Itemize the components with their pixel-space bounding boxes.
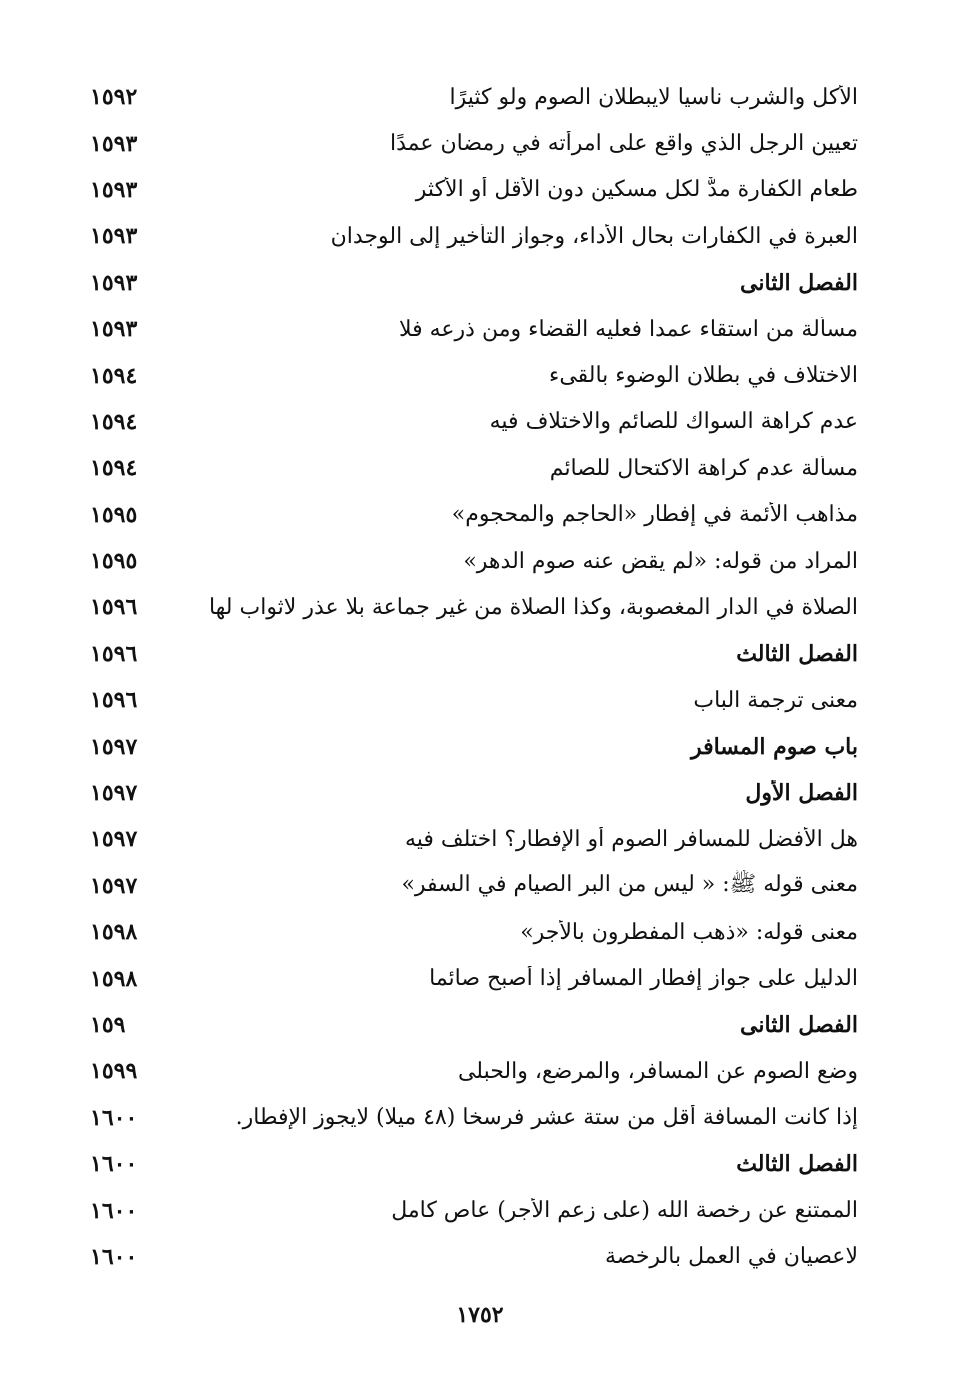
toc-entry-row bbox=[90, 955, 858, 1001]
toc-entry-title: الممتنع عن رخصة الله (على زعم الأجر) عاص كامل bbox=[391, 1198, 858, 1224]
toc-entry-title: باب صوم المسافر bbox=[690, 733, 858, 760]
toc-heading-row bbox=[90, 631, 858, 677]
toc-heading-row bbox=[90, 260, 858, 306]
toc-entry-title: الفصل الثانى bbox=[740, 269, 858, 296]
page-number: ١٧٥٢ bbox=[456, 1302, 504, 1328]
toc-entry-row bbox=[90, 167, 858, 213]
toc-entry-title: معنى قوله: «ذهب المفطرون بالأجر» bbox=[520, 919, 858, 945]
toc-entry-page: ١٥٩٣ bbox=[90, 176, 138, 203]
toc-entry-page: ١٦٠٠ bbox=[90, 1197, 138, 1224]
toc-heading-row bbox=[90, 723, 858, 769]
toc-entry-title: الدليل على جواز إفطار المسافر إذا أصبح صائما bbox=[429, 966, 858, 992]
toc-entry-page: ١٦٠٠ bbox=[90, 1104, 138, 1131]
toc-entry-row bbox=[90, 584, 858, 630]
toc-entry-page: ١٥٩٣ bbox=[90, 223, 138, 250]
toc-entry-page: ١٥٩٧ bbox=[90, 780, 138, 807]
toc-entry-page: ١٥٩٨ bbox=[90, 919, 138, 946]
toc-entry-page: ١٥٩٨ bbox=[90, 965, 138, 992]
toc-entry-page: ١٥٩٦ bbox=[90, 687, 138, 714]
toc-entry-title: الفصل الثالث bbox=[736, 1151, 858, 1178]
toc-entry-page: ١٦٠٠ bbox=[90, 1243, 138, 1270]
toc-entry-page: ١٥٩٧ bbox=[90, 826, 138, 853]
toc-entry-title: الصلاة في الدار المغصوبة، وكذا الصلاة من غير جماعة بلا عذر لاثواب لها bbox=[208, 594, 858, 620]
toc-entry-title: المراد من قوله: «لم يقض عنه صوم الدهر» bbox=[463, 548, 858, 574]
toc-entry-title: الفصل الأول bbox=[745, 780, 858, 807]
toc-entry-title: هل الأفضل للمسافر الصوم أو الإفطار؟ اختلف فيه bbox=[404, 826, 858, 852]
toc-heading-row bbox=[90, 770, 858, 816]
toc-entry-row bbox=[90, 352, 858, 398]
toc-entry-title: الفصل الثانى bbox=[740, 1012, 858, 1038]
toc-entry-row bbox=[90, 1095, 858, 1141]
toc-entry-row bbox=[90, 213, 858, 259]
toc-entry-row bbox=[90, 816, 858, 862]
toc-entry-title: الاختلاف في بطلان الوضوء بالقىء bbox=[548, 363, 858, 389]
toc-entry-page: ١٥٩٣ bbox=[90, 269, 138, 296]
toc-entry-row bbox=[90, 306, 858, 352]
toc-entry-page: ١٥٩٤ bbox=[90, 362, 138, 389]
toc-entry-page: ١٥٩ bbox=[90, 1012, 126, 1038]
toc-entry-row bbox=[90, 74, 858, 120]
toc-entry-title: لاعصيان في العمل بالرخصة bbox=[604, 1244, 858, 1270]
toc-entry-page: ١٥٩٢ bbox=[90, 84, 138, 111]
toc-entry-title: مذاهب الأئمة في إفطار «الحاجم والمحجوم» bbox=[451, 502, 858, 528]
toc-entry-page: ١٥٩٣ bbox=[90, 130, 138, 157]
toc-entry-page: ١٥٩٣ bbox=[90, 316, 138, 343]
toc-entry-title: الفصل الثالث bbox=[736, 640, 858, 667]
toc-entry-title: معنى ترجمة الباب bbox=[693, 687, 858, 713]
toc-entry-page: ١٥٩٥ bbox=[90, 501, 138, 528]
table-of-contents bbox=[90, 74, 858, 1280]
toc-entry-page: ١٥٩٤ bbox=[90, 455, 138, 482]
toc-entry-page: ١٦٠٠ bbox=[90, 1151, 138, 1178]
toc-entry-page: ١٥٩٧ bbox=[90, 733, 138, 760]
toc-entry-title: إذا كانت المسافة أقل من ستة عشر فرسخا (٤٨ ميلا) لايجوز الإفطار. bbox=[235, 1105, 858, 1131]
toc-entry-title: تعيين الرجل الذي واقع على امرأته في رمضان عمدًا bbox=[390, 131, 858, 157]
toc-entry-title: الأكل والشرب ناسيا لايبطلان الصوم ولو كثيرًا bbox=[449, 84, 858, 110]
toc-entry-row bbox=[90, 399, 858, 445]
toc-entry-page: ١٥٩٧ bbox=[90, 872, 138, 899]
toc-entry-row bbox=[90, 120, 858, 166]
toc-entry-row bbox=[90, 1048, 858, 1094]
toc-entry-row bbox=[90, 863, 858, 909]
toc-entry-title: طعام الكفارة مدٌّ لكل مسكين دون الأقل أو الأكثر bbox=[415, 177, 858, 203]
toc-heading-row bbox=[90, 1141, 858, 1187]
toc-entry-title: معنى قوله ﷺ: « ليس من البر الصيام في السفر» bbox=[401, 871, 858, 897]
toc-entry-row bbox=[90, 1234, 858, 1280]
toc-entry-page: ١٥٩٥ bbox=[90, 548, 138, 575]
toc-heading-row bbox=[90, 1002, 858, 1048]
toc-entry-row bbox=[90, 909, 858, 955]
toc-entry-row bbox=[90, 677, 858, 723]
toc-entry-page: ١٥٩٦ bbox=[90, 594, 138, 621]
toc-entry-title: مسألة من استقاء عمدا فعليه القضاء ومن ذرعه فلا bbox=[398, 316, 858, 342]
toc-entry-row bbox=[90, 538, 858, 584]
toc-entry-row bbox=[90, 1187, 858, 1233]
toc-entry-row bbox=[90, 445, 858, 491]
toc-entry-title: العبرة في الكفارات بحال الأداء، وجواز التأخير إلى الوجدان bbox=[330, 223, 858, 249]
toc-entry-row bbox=[90, 492, 858, 538]
toc-entry-title: عدم كراهة السواك للصائم والاختلاف فيه bbox=[489, 409, 858, 435]
toc-entry-page: ١٥٩٦ bbox=[90, 640, 138, 667]
toc-entry-page: ١٥٩٤ bbox=[90, 408, 138, 435]
toc-entry-title: مسألة عدم كراهة الاكتحال للصائم bbox=[549, 455, 858, 481]
toc-entry-title: وضع الصوم عن المسافر، والمرضع، والحبلى bbox=[457, 1058, 858, 1084]
toc-entry-page: ١٥٩٩ bbox=[90, 1058, 138, 1085]
